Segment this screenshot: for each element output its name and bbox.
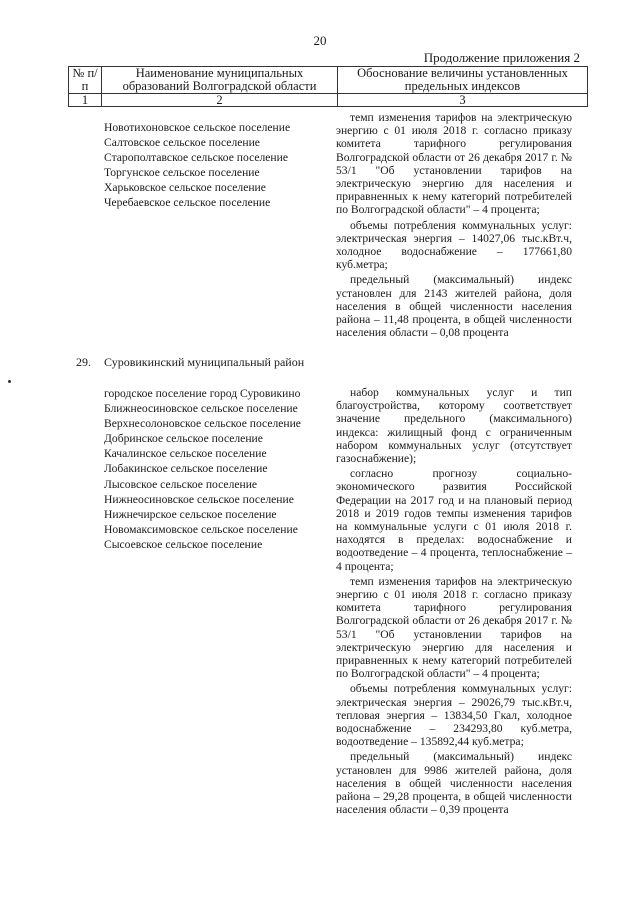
justification-paragraph: предельный (максимальный) индекс установлен для 9986 жителей района, доля населения в общей численности населения района – 29,28 процента, в общей численности населения области – 0,39 процента: [336, 750, 572, 817]
settlement-item: Ближнеосиновское сельское поселение: [104, 402, 298, 416]
district-name: Суровикинский муниципальный район: [104, 355, 305, 369]
settlement-item: городское поселение город Суровикино: [104, 387, 301, 400]
settlement-list-1: [104, 120, 290, 211]
row-number: 29.: [76, 355, 91, 369]
settlement-item: Черебаевское сельское поселение: [104, 196, 271, 210]
justification-paragraph: набор коммунальных услуг и тип благоустройства, которому соответствует значение предельного (максимального) индекса: жилищный фонд с ограниченным набором коммунальных услуг (отсутствует газоснабжение);: [336, 386, 572, 466]
page-number: 20: [313, 33, 327, 48]
header-num-3: 3: [338, 94, 588, 107]
header-num-2: 2: [102, 94, 338, 107]
settlement-item: Добринское сельское поселение: [104, 432, 263, 446]
scan-speck: [8, 380, 11, 383]
justification-paragraph: объемы потребления коммунальных услуг: электрическая энергия – 14027,06 тыс.кВт.ч, холодное водоснабжение – 177661,80 куб.метра;: [336, 218, 572, 272]
settlement-item: Качалинское сельское поселение: [104, 447, 267, 461]
settlement-item: Нижнеосиновское сельское поселение: [104, 492, 294, 506]
settlement-item: Харьковское сельское поселение: [104, 181, 266, 195]
justification-paragraph: предельный (максимальный) индекс установлен для 2143 жителей района, доля населения в общей численности населения района – 11,48 процента, в общей численности населения области – 0,08 процента: [336, 273, 572, 340]
justification-text-1: [336, 111, 572, 341]
settlement-item: Лысовское сельское поселение: [104, 477, 258, 491]
justification-paragraph: согласно прогнозу социально-экономического развития Российской Федерации на 2017 год и на плановый период 2018 и 2019 годов темпы изменения тарифов на коммунальные услуги с 01 июля 2018 г. находятся в пределах: водоснабжение и водоотведение – 4 процента, теплоснабжение – 4 процента;: [336, 467, 572, 573]
settlement-item: Торгунское сельское поселение: [104, 166, 260, 180]
settlement-item: Нижнечирское сельское поселение: [104, 507, 277, 521]
header-col-justification: Обоснование величины установленных предельных индексов: [338, 67, 588, 94]
header-col-number: № п/п: [69, 67, 102, 94]
continuation-label: Продолжение приложения 2: [423, 50, 580, 65]
justification-paragraph: темп изменения тарифов на электрическую энергию с 01 июля 2018 г. согласно приказу комитета тарифного регулирования Волгоградской области от 26 декабря 2017 г. № 53/1 "Об установлении тарифов на электрическую энергию для населения и приравненных к нему категорий потребителей по Волгоградской области" – 4 процента;: [336, 574, 572, 681]
settlement-item: Сысоевское сельское поселение: [104, 537, 263, 551]
settlement-item: Новотихоновское сельское поселение: [104, 121, 291, 134]
settlement-item: Лобакинское сельское поселение: [104, 462, 268, 476]
table-header: [68, 66, 588, 107]
justification-paragraph: объемы потребления коммунальных услуг: электрическая энергия – 29026,79 тыс.кВт.ч, тепловая энергия – 13834,50 Гкал, холодное водоснабжение – 234293,80 куб.метра, водоотведение – 135892,44 куб.метра;: [336, 682, 572, 749]
justification-paragraph: темп изменения тарифов на электрическую энергию с 01 июля 2018 г. согласно приказу комитета тарифного регулирования Волгоградской области от 26 декабря 2017 г. № 53/1 "Об установлении тарифов на электрическую энергию для населения и приравненных к нему категорий потребителей по Волгоградской области" – 4 процента;: [336, 111, 572, 217]
header-col-municipality: Наименование муниципальных образований Волгоградской области: [102, 67, 338, 94]
settlement-list-2: [104, 386, 301, 552]
settlement-item: Верхнесолоновское сельское поселение: [104, 417, 301, 431]
settlement-item: Новомаксимовское сельское поселение: [104, 522, 298, 536]
settlement-item: Салтовское сельское поселение: [104, 136, 260, 150]
header-num-1: 1: [69, 94, 102, 107]
settlement-item: Старополтавское сельское поселение: [104, 151, 288, 165]
justification-text-2: [336, 386, 572, 819]
